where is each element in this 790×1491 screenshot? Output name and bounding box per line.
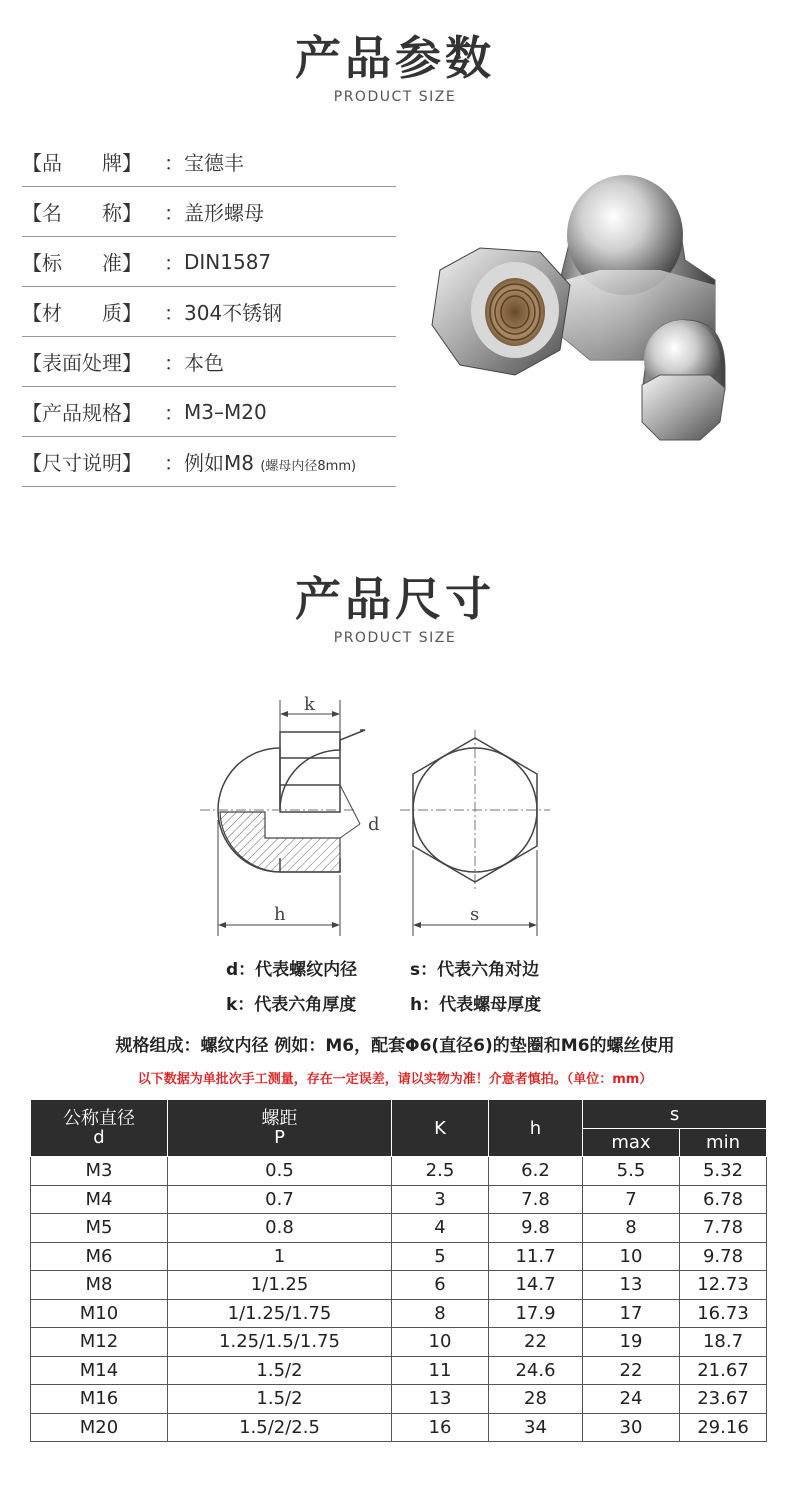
param-value: 304不锈钢 xyxy=(184,301,283,325)
table-cell-p: 1.5/2 xyxy=(168,1356,392,1385)
table-cell-k: 4 xyxy=(392,1214,489,1243)
param-row xyxy=(22,437,396,487)
table-cell-k: 6 xyxy=(392,1271,489,1300)
table-cell-h: 17.9 xyxy=(489,1299,583,1328)
table-cell-p: 1/1.25/1.75 xyxy=(168,1299,392,1328)
table-cell-smin: 18.7 xyxy=(680,1328,767,1357)
param-row xyxy=(22,387,396,437)
s-dim-label: s xyxy=(470,904,480,925)
table-cell-p: 0.5 xyxy=(168,1157,392,1186)
table-row xyxy=(31,1157,767,1186)
param-separator: ： xyxy=(164,251,184,275)
table-cell-d: M6 xyxy=(31,1242,168,1271)
table-cell-h: 7.8 xyxy=(489,1185,583,1214)
param-row xyxy=(22,337,396,387)
header-pitch xyxy=(168,1100,392,1157)
table-cell-p: 1.5/2/2.5 xyxy=(168,1413,392,1442)
table-cell-smax: 30 xyxy=(583,1413,680,1442)
param-value-wrap xyxy=(184,447,396,476)
table-cell-smin: 29.16 xyxy=(680,1413,767,1442)
table-cell-smin: 9.78 xyxy=(680,1242,767,1271)
table-cell-p: 1 xyxy=(168,1242,392,1271)
param-value-wrap xyxy=(184,147,396,176)
params-section-title: 产品参数 xyxy=(295,31,495,85)
table-cell-h: 22 xyxy=(489,1328,583,1357)
size-section-subtitle: PRODUCT SIZE xyxy=(333,630,457,646)
header-p-bottom: P xyxy=(274,1127,285,1148)
table-row xyxy=(31,1185,767,1214)
table-cell-h: 14.7 xyxy=(489,1271,583,1300)
header-d-bottom: d xyxy=(93,1127,105,1148)
table-cell-p: 0.8 xyxy=(168,1214,392,1243)
table-cell-smax: 7 xyxy=(583,1185,680,1214)
table-cell-d: M20 xyxy=(31,1413,168,1442)
table-cell-d: M12 xyxy=(31,1328,168,1357)
table-cell-h: 9.8 xyxy=(489,1214,583,1243)
table-cell-d: M4 xyxy=(31,1185,168,1214)
param-row xyxy=(22,187,396,237)
param-label: 【产品规格】 xyxy=(22,401,142,425)
param-value: M3–M20 xyxy=(184,399,267,424)
param-separator: ： xyxy=(164,351,184,375)
d-dim-label: d xyxy=(368,814,380,835)
h-dim-label: h xyxy=(274,904,286,925)
table-cell-h: 6.2 xyxy=(489,1157,583,1186)
table-row xyxy=(31,1413,767,1442)
table-cell-k: 3 xyxy=(392,1185,489,1214)
table-row xyxy=(31,1385,767,1414)
table-cell-k: 8 xyxy=(392,1299,489,1328)
header-d-top: 公称直径 xyxy=(63,1108,135,1129)
table-cell-h: 11.7 xyxy=(489,1242,583,1271)
measurement-warning: 以下数据为单批次手工测量，存在一定误差，请以实物为准！介意者慎拍。（单位：mm） xyxy=(137,1072,653,1087)
legend-s: s：代表六角对边 xyxy=(410,960,540,980)
size-section-title: 产品尺寸 xyxy=(295,572,495,626)
table-cell-p: 0.7 xyxy=(168,1185,392,1214)
table-cell-smax: 24 xyxy=(583,1385,680,1414)
table-cell-smax: 17 xyxy=(583,1299,680,1328)
param-value-wrap xyxy=(184,347,396,376)
table-cell-smin: 7.78 xyxy=(680,1214,767,1243)
table-cell-h: 24.6 xyxy=(489,1356,583,1385)
table-row xyxy=(31,1214,767,1243)
table-cell-smin: 16.73 xyxy=(680,1299,767,1328)
table-cell-p: 1.25/1.5/1.75 xyxy=(168,1328,392,1357)
table-cell-smin: 23.67 xyxy=(680,1385,767,1414)
table-cell-smax: 22 xyxy=(583,1356,680,1385)
table-cell-smax: 19 xyxy=(583,1328,680,1357)
table-cell-h: 34 xyxy=(489,1413,583,1442)
table-cell-k: 11 xyxy=(392,1356,489,1385)
legend-k: k：代表六角厚度 xyxy=(226,995,357,1015)
param-value: 例如M8 xyxy=(184,451,254,475)
table-cell-p: 1.5/2 xyxy=(168,1385,392,1414)
param-row xyxy=(22,137,396,187)
table-row xyxy=(31,1356,767,1385)
table-cell-smax: 8 xyxy=(583,1214,680,1243)
legend-d: d：代表螺纹内径 xyxy=(226,960,358,980)
param-value: 盖形螺母 xyxy=(184,201,264,225)
header-p-top: 螺距 xyxy=(261,1108,298,1129)
param-label: 【材 质】 xyxy=(22,301,142,325)
param-value-wrap xyxy=(184,250,396,274)
param-separator: ： xyxy=(164,301,184,325)
cap-nut-product-image xyxy=(420,160,730,480)
param-row xyxy=(22,287,396,337)
table-cell-k: 16 xyxy=(392,1413,489,1442)
table-cell-k: 10 xyxy=(392,1328,489,1357)
spec-note: 规格组成：螺纹内径 例如：M6，配套Φ6(直径6)的垫圈和M6的螺丝使用 xyxy=(115,1036,675,1056)
table-cell-smax: 10 xyxy=(583,1242,680,1271)
table-cell-d: M8 xyxy=(31,1271,168,1300)
table-cell-smin: 12.73 xyxy=(680,1271,767,1300)
param-value: 本色 xyxy=(184,351,224,375)
param-value-wrap xyxy=(184,297,396,326)
table-row xyxy=(31,1328,767,1357)
param-value: 宝德丰 xyxy=(184,151,244,175)
cap-nut-dimension-diagram xyxy=(190,680,570,940)
param-separator: ： xyxy=(164,151,184,175)
param-separator: ： xyxy=(164,451,184,475)
table-cell-h: 28 xyxy=(489,1385,583,1414)
param-label: 【名 称】 xyxy=(22,201,142,225)
table-cell-smax: 13 xyxy=(583,1271,680,1300)
table-row xyxy=(31,1271,767,1300)
table-cell-k: 5 xyxy=(392,1242,489,1271)
size-table xyxy=(30,1099,767,1442)
table-cell-p: 1/1.25 xyxy=(168,1271,392,1300)
table-cell-k: 2.5 xyxy=(392,1157,489,1186)
table-row xyxy=(31,1299,767,1328)
param-label: 【品 牌】 xyxy=(22,151,142,175)
param-value: DIN1587 xyxy=(184,249,272,274)
table-cell-smin: 5.32 xyxy=(680,1157,767,1186)
param-note: (螺母内径8mm) xyxy=(260,459,357,474)
table-cell-smax: 5.5 xyxy=(583,1157,680,1186)
header-s-max: max xyxy=(583,1129,680,1157)
table-cell-smin: 6.78 xyxy=(680,1185,767,1214)
params-section-subtitle: PRODUCT SIZE xyxy=(333,89,457,105)
header-h: h xyxy=(489,1100,583,1157)
table-cell-k: 13 xyxy=(392,1385,489,1414)
param-separator: ： xyxy=(164,401,184,425)
table-cell-d: M5 xyxy=(31,1214,168,1243)
table-cell-d: M16 xyxy=(31,1385,168,1414)
legend-h: h：代表螺母厚度 xyxy=(410,995,542,1015)
param-label: 【尺寸说明】 xyxy=(22,451,142,475)
header-s-min: min xyxy=(680,1129,767,1157)
param-label: 【标 准】 xyxy=(22,251,142,275)
table-cell-d: M14 xyxy=(31,1356,168,1385)
table-cell-d: M3 xyxy=(31,1157,168,1186)
param-value-wrap xyxy=(184,400,396,424)
header-k: K xyxy=(392,1100,489,1157)
param-row xyxy=(22,237,396,287)
table-cell-smin: 21.67 xyxy=(680,1356,767,1385)
param-value-wrap xyxy=(184,197,396,226)
k-dim-label: k xyxy=(304,694,315,715)
table-row xyxy=(31,1242,767,1271)
param-label: 【表面处理】 xyxy=(22,351,142,375)
header-s: s xyxy=(583,1100,767,1129)
table-cell-d: M10 xyxy=(31,1299,168,1328)
header-nominal-diameter xyxy=(31,1100,168,1157)
param-separator: ： xyxy=(164,201,184,225)
